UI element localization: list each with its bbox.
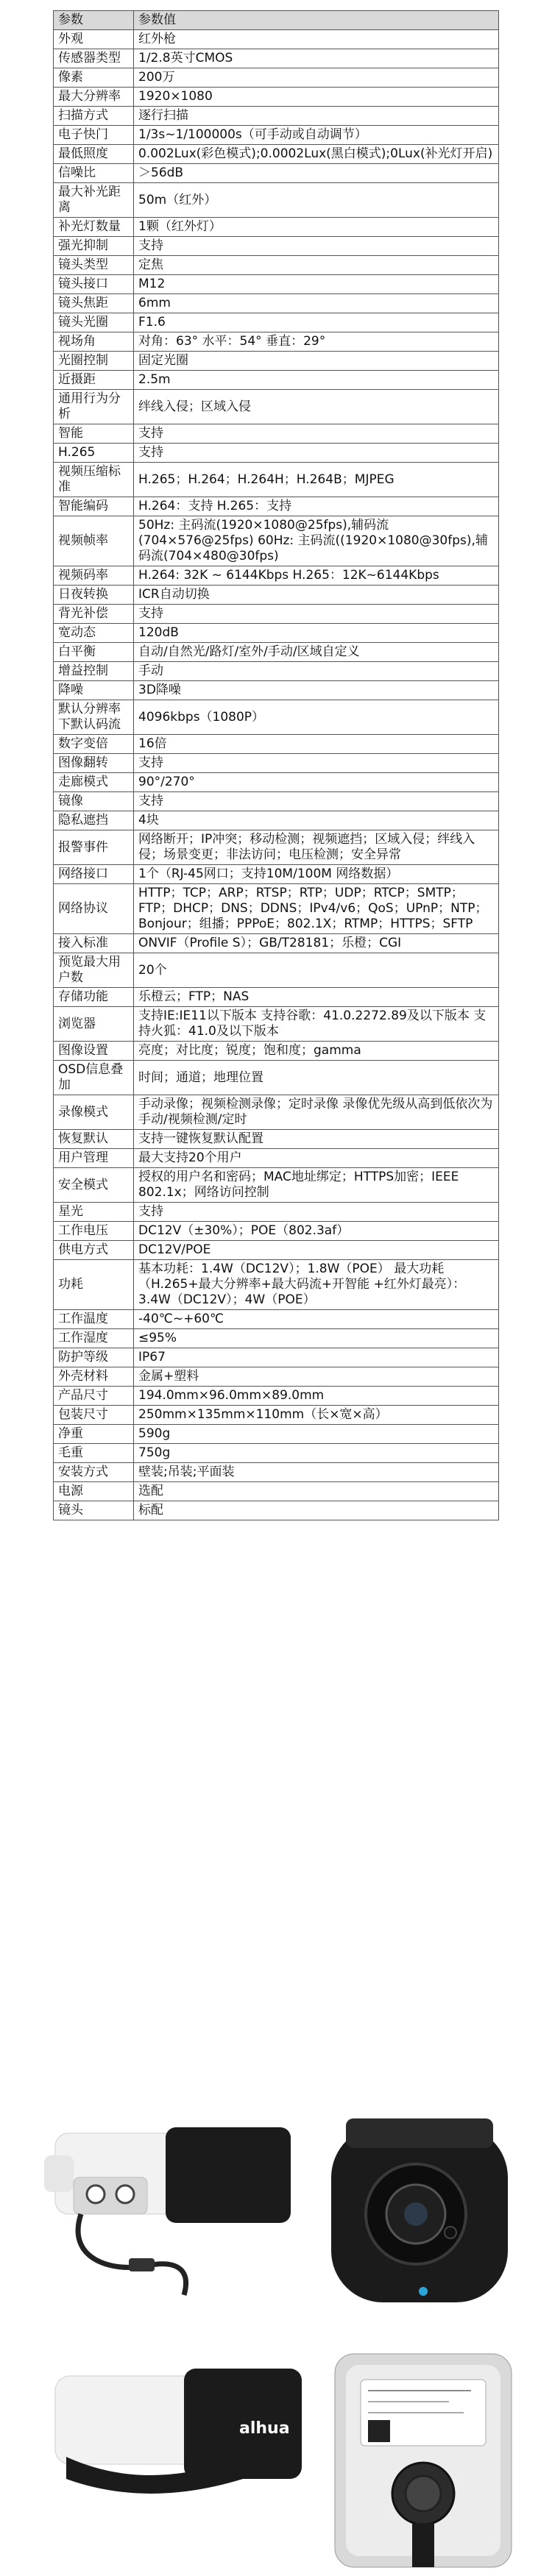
spec-value: 网络断开；IP冲突；移动检测；视频遮挡；区域入侵；绊线入侵；场景变更；非法访问；电压检测；安全异常: [134, 830, 499, 865]
spec-row: [54, 773, 499, 792]
spec-row: [54, 68, 499, 88]
spec-value: H.265；H.264；H.264H；H.264B；MJPEG: [134, 463, 499, 497]
spec-key: 净重: [54, 1425, 134, 1444]
spec-value: 4块: [134, 811, 499, 830]
spec-row: [54, 1149, 499, 1168]
spec-key: 工作电压: [54, 1222, 134, 1241]
spec-row: [54, 1222, 499, 1241]
spec-key: 日夜转换: [54, 586, 134, 605]
spec-value: 1个（RJ-45网口；支持10M/100M 网络数据）: [134, 865, 499, 884]
spec-row: [54, 1130, 499, 1149]
spec-key: 通用行为分析: [54, 390, 134, 424]
spec-row: [54, 643, 499, 662]
spec-row: [54, 1444, 499, 1463]
spec-row: [54, 1095, 499, 1130]
spec-key: 镜头类型: [54, 256, 134, 275]
spec-key: 安全模式: [54, 1168, 134, 1203]
spec-key: 扫描方式: [54, 107, 134, 126]
spec-key: 功耗: [54, 1260, 134, 1310]
spec-key: 最大补光距离: [54, 183, 134, 218]
spec-value: 50Hz: 主码流(1920×1080@25fps),辅码流(704×576@25fps) 60Hz: 主码流((1920×1080@30fps),辅码流(704×480@30fps): [134, 516, 499, 566]
camera-photo-grid: [0, 2111, 552, 2576]
spec-value: ≤95%: [134, 1329, 499, 1348]
spec-value: 1920×1080: [134, 88, 499, 107]
spec-key: 浏览器: [54, 1007, 134, 1042]
spec-key: 工作湿度: [54, 1329, 134, 1348]
spec-row: [54, 424, 499, 444]
spec-value: H.264：支持 H.265：支持: [134, 497, 499, 516]
spec-value: DC12V（±30%）；POE（802.3af）: [134, 1222, 499, 1241]
spec-row: [54, 332, 499, 352]
spec-row: [54, 1241, 499, 1260]
spec-key: 宽动态: [54, 624, 134, 643]
spec-key: 近摄距: [54, 371, 134, 390]
spec-key: 视频压缩标准: [54, 463, 134, 497]
spec-value: HTTP；TCP；ARP；RTSP；RTP；UDP；RTCP；SMTP；FTP；DHCP；DNS；DDNS；IPv4/v6；QoS；UPnP；NTP；Bonjour；组播；PPPoE；802.1X；RTMP；HTTPS；SFTP: [134, 884, 499, 934]
spec-value: 对角：63° 水平：54° 垂直：29°: [134, 332, 499, 352]
spec-row: [54, 218, 499, 237]
spec-row: [54, 313, 499, 332]
spec-key: 增益控制: [54, 662, 134, 681]
spec-key: 外壳材料: [54, 1367, 134, 1387]
spec-row: [54, 586, 499, 605]
spec-key: 强光抑制: [54, 237, 134, 256]
spec-row: [54, 1387, 499, 1406]
brand-mark: alhua: [239, 2419, 290, 2438]
spec-row: [54, 988, 499, 1007]
spec-row: [54, 754, 499, 773]
spec-row: [54, 1310, 499, 1329]
spec-row: [54, 1042, 499, 1061]
spec-value: 750g: [134, 1444, 499, 1463]
spec-row: [54, 1203, 499, 1222]
spec-key: 最大分辨率: [54, 88, 134, 107]
spec-key: 恢复默认: [54, 1130, 134, 1149]
spec-row: [54, 1463, 499, 1482]
spec-value: ICR自动切换: [134, 586, 499, 605]
spec-value: 手动录像；视频检测录像；定时录像 录像优先级从高到低依次为手动/视频检测/定时: [134, 1095, 499, 1130]
spec-value: 90°/270°: [134, 773, 499, 792]
spec-row: [54, 183, 499, 218]
spec-value: -40℃~+60℃: [134, 1310, 499, 1329]
spec-key: 视频码率: [54, 566, 134, 586]
spec-row: [54, 1367, 499, 1387]
spec-row: [54, 1007, 499, 1042]
spec-key: 像素: [54, 68, 134, 88]
spec-row: [54, 145, 499, 164]
spec-key: OSD信息叠加: [54, 1061, 134, 1095]
spec-row: [54, 390, 499, 424]
spec-row: [54, 566, 499, 586]
spec-value: 壁装;吊装;平面装: [134, 1463, 499, 1482]
spec-value: M12: [134, 275, 499, 294]
spec-key: 存储功能: [54, 988, 134, 1007]
spec-key: 外观: [54, 30, 134, 49]
spec-value: F1.6: [134, 313, 499, 332]
spec-key: 补光灯数量: [54, 218, 134, 237]
spec-value: 支持: [134, 237, 499, 256]
spec-row: [54, 371, 499, 390]
spec-row: [54, 126, 499, 145]
spec-value: 2.5m: [134, 371, 499, 390]
spec-key: 智能编码: [54, 497, 134, 516]
spec-key: 默认分辨率下默认码流: [54, 700, 134, 735]
spec-row: [54, 1168, 499, 1203]
spec-value: 基本功耗：1.4W（DC12V）；1.8W（POE） 最大功耗（H.265+最大分辨率+最大码流+开智能 +红外灯最亮）：3.4W（DC12V）；4W（POE）: [134, 1260, 499, 1310]
spec-value: 绊线入侵；区域入侵: [134, 390, 499, 424]
spec-key: 降噪: [54, 681, 134, 700]
spec-value: 120dB: [134, 624, 499, 643]
spec-value: 逐行扫描: [134, 107, 499, 126]
spec-value: 支持: [134, 424, 499, 444]
spec-key: 信噪比: [54, 164, 134, 183]
spec-key: 图像设置: [54, 1042, 134, 1061]
spec-key: 网络接口: [54, 865, 134, 884]
spec-row: [54, 865, 499, 884]
camera-branded-side-photo: [55, 2369, 302, 2494]
spec-key: 包装尺寸: [54, 1406, 134, 1425]
spec-key: 镜像: [54, 792, 134, 811]
spec-value: 4096kbps（1080P）: [134, 700, 499, 735]
camera-front-photo: [331, 2118, 508, 2302]
spec-value: 50m（红外）: [134, 183, 499, 218]
spec-row: [54, 953, 499, 988]
spec-value: 标配: [134, 1501, 499, 1520]
spec-value: 金属+塑料: [134, 1367, 499, 1387]
spec-value: 手动: [134, 662, 499, 681]
spec-key: 镜头: [54, 1501, 134, 1520]
spec-row: [54, 497, 499, 516]
spec-value: 授权的用户名和密码；MAC地址绑定；HTTPS加密；IEEE 802.1x；网络访问控制: [134, 1168, 499, 1203]
spec-key: 安装方式: [54, 1463, 134, 1482]
spec-key: 图像翻转: [54, 754, 134, 773]
spec-key: 接入标准: [54, 934, 134, 953]
header-key: 参数: [54, 11, 134, 30]
spec-key: 录像模式: [54, 1095, 134, 1130]
spec-key: 毛重: [54, 1444, 134, 1463]
spec-value: 支持: [134, 792, 499, 811]
spec-key: 走廊模式: [54, 773, 134, 792]
spec-value: 支持: [134, 444, 499, 463]
spec-value: 支持IE:IE11以下版本 支持谷歌：41.0.2272.89及以下版本 支持火狐：41.0及以下版本: [134, 1007, 499, 1042]
spec-value: 20个: [134, 953, 499, 988]
spec-row: [54, 792, 499, 811]
camera-side-photo: [44, 2127, 291, 2295]
spec-key: 视场角: [54, 332, 134, 352]
spec-row: [54, 624, 499, 643]
spec-row: [54, 700, 499, 735]
spec-row: [54, 830, 499, 865]
spec-row: [54, 164, 499, 183]
spec-row: [54, 1061, 499, 1095]
spec-value: 定焦: [134, 256, 499, 275]
spec-row: [54, 49, 499, 68]
spec-key: 星光: [54, 1203, 134, 1222]
spec-value: 最大支持20个用户: [134, 1149, 499, 1168]
spec-key: 报警事件: [54, 830, 134, 865]
spec-row: [54, 811, 499, 830]
spec-value: 590g: [134, 1425, 499, 1444]
spec-value: 亮度；对比度；锐度；饱和度；gamma: [134, 1042, 499, 1061]
spec-table-container: [53, 10, 499, 1520]
spec-row: [54, 681, 499, 700]
spec-key: 供电方式: [54, 1241, 134, 1260]
spec-row: [54, 30, 499, 49]
spec-row: [54, 1329, 499, 1348]
spec-row: [54, 884, 499, 934]
spec-key: H.265: [54, 444, 134, 463]
spec-value: 支持: [134, 605, 499, 624]
spec-row: [54, 275, 499, 294]
spec-key: 电子快门: [54, 126, 134, 145]
spec-row: [54, 107, 499, 126]
spec-value: 固定光圈: [134, 352, 499, 371]
spec-value: 自动/自然光/路灯/室外/手动/区域自定义: [134, 643, 499, 662]
spec-table-header: [54, 11, 499, 30]
product-photos: [0, 2111, 552, 2576]
spec-row: [54, 1425, 499, 1444]
spec-key: 产品尺寸: [54, 1387, 134, 1406]
spec-value: ONVIF（Profile S）；GB/T28181；乐橙；CGI: [134, 934, 499, 953]
spec-value: 支持一键恢复默认配置: [134, 1130, 499, 1149]
spec-row: [54, 237, 499, 256]
spec-row: [54, 605, 499, 624]
spec-key: 背光补偿: [54, 605, 134, 624]
spec-value: 乐橙云；FTP；NAS: [134, 988, 499, 1007]
spec-row: [54, 1348, 499, 1367]
spec-key: 最低照度: [54, 145, 134, 164]
header-value: 参数值: [134, 11, 499, 30]
spec-value: 红外枪: [134, 30, 499, 49]
spec-key: 镜头光圈: [54, 313, 134, 332]
spec-table: [53, 10, 499, 1520]
spec-value: 1颗（红外灯）: [134, 218, 499, 237]
spec-key: 数字变倍: [54, 735, 134, 754]
spec-row: [54, 516, 499, 566]
spec-key: 光圈控制: [54, 352, 134, 371]
spec-row: [54, 444, 499, 463]
spec-key: 用户管理: [54, 1149, 134, 1168]
spec-row: [54, 352, 499, 371]
spec-row: [54, 88, 499, 107]
spec-row: [54, 1260, 499, 1310]
spec-value: IP67: [134, 1348, 499, 1367]
spec-key: 防护等级: [54, 1348, 134, 1367]
spec-value: 选配: [134, 1482, 499, 1501]
spec-value: ＞56dB: [134, 164, 499, 183]
spec-row: [54, 934, 499, 953]
spec-key: 镜头焦距: [54, 294, 134, 313]
spec-key: 白平衡: [54, 643, 134, 662]
spec-key: 工作温度: [54, 1310, 134, 1329]
spec-value: 1/3s~1/100000s（可手动或自动调节）: [134, 126, 499, 145]
spec-row: [54, 735, 499, 754]
spec-key: 视频帧率: [54, 516, 134, 566]
spec-value: 200万: [134, 68, 499, 88]
spec-row: [54, 294, 499, 313]
spec-key: 网络协议: [54, 884, 134, 934]
spec-value: H.264: 32K ~ 6144Kbps H.265：12K~6144Kbps: [134, 566, 499, 586]
spec-key: 电源: [54, 1482, 134, 1501]
spec-value: 时间；通道；地理位置: [134, 1061, 499, 1095]
spec-value: DC12V/POE: [134, 1241, 499, 1260]
spec-key: 智能: [54, 424, 134, 444]
spec-value: 1/2.8英寸CMOS: [134, 49, 499, 68]
spec-key: 镜头接口: [54, 275, 134, 294]
spec-row: [54, 1406, 499, 1425]
spec-key: 传感器类型: [54, 49, 134, 68]
spec-value: 3D降噪: [134, 681, 499, 700]
spec-row: [54, 1501, 499, 1520]
spec-row: [54, 256, 499, 275]
spec-value: 194.0mm×96.0mm×89.0mm: [134, 1387, 499, 1406]
spec-row: [54, 662, 499, 681]
spec-key: 隐私遮挡: [54, 811, 134, 830]
spec-row: [54, 1482, 499, 1501]
spec-value: 0.002Lux(彩色模式);0.0002Lux(黑白模式);0Lux(补光灯开启): [134, 145, 499, 164]
spec-value: 支持: [134, 1203, 499, 1222]
spec-row: [54, 463, 499, 497]
spec-value: 支持: [134, 754, 499, 773]
camera-rear-photo: [335, 2354, 512, 2567]
spec-value: 16倍: [134, 735, 499, 754]
spec-key: 预览最大用户数: [54, 953, 134, 988]
spec-value: 6mm: [134, 294, 499, 313]
spec-value: 250mm×135mm×110mm（长×宽×高）: [134, 1406, 499, 1425]
